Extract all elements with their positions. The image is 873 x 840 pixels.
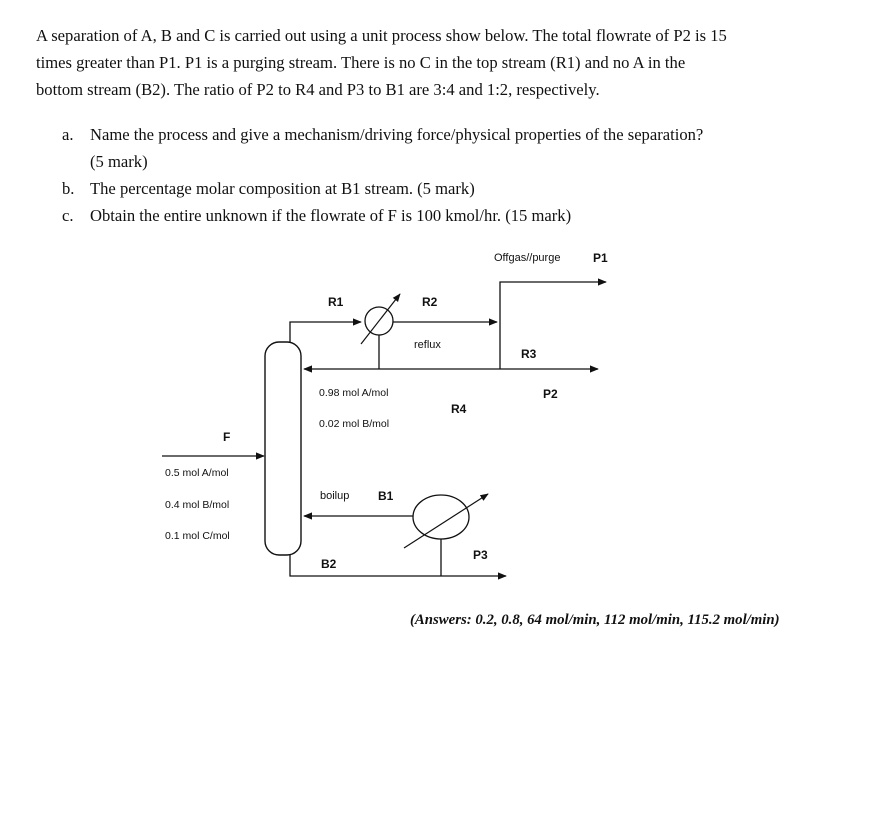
- top-composition-a: 0.98 mol A/mol: [319, 387, 389, 399]
- label-b1: B1: [378, 489, 394, 503]
- label-reflux: reflux: [414, 339, 441, 351]
- condenser-flow-line: [361, 294, 400, 344]
- question-text: Name the process and give a mechanism/driving force/physical properties of the separation? (5 mark): [90, 125, 704, 171]
- feed-composition-c: 0.1 mol C/mol: [165, 530, 230, 542]
- question-text: Obtain the entire unknown if the flowrate of F is 100 kmol/hr. (15 mark): [90, 206, 572, 225]
- label-boilup: boilup: [320, 490, 350, 502]
- label-offgas: Offgas//purge: [494, 252, 561, 264]
- feed-composition-a: 0.5 mol A/mol: [165, 467, 229, 479]
- reboiler: [413, 495, 469, 539]
- label-f: F: [223, 430, 231, 444]
- label-r4: R4: [451, 402, 467, 416]
- answers-note: (Answers: 0.2, 0.8, 64 mol/min, 112 mol/min, 115.2 mol/min): [410, 612, 780, 628]
- question-text: The percentage molar composition at B1 stream. (5 mark): [90, 179, 475, 198]
- top-composition-b: 0.02 mol B/mol: [319, 418, 390, 430]
- question-label: c.: [62, 206, 74, 225]
- distillation-column: [265, 342, 301, 555]
- label-p3: P3: [473, 548, 488, 562]
- stream-p1: [500, 282, 606, 369]
- reboiler-flow-line: [404, 494, 488, 548]
- label-r2: R2: [422, 295, 438, 309]
- label-p2: P2: [543, 387, 558, 401]
- label-r3: R3: [521, 347, 537, 361]
- feed-composition-b: 0.4 mol B/mol: [165, 499, 230, 511]
- label-r1: R1: [328, 295, 344, 309]
- stream-b2: [290, 555, 440, 576]
- problem-statement: A separation of A, B and C is carried out using a unit process show below. The total flowrate of P2 is 15 times greater than P1. P1 is a purging stream. There is no C in the top stream (R1) and no A in the bottom stream (B2). The ratio of P2 to R4 and P3 to B1 are 3:4 and 1:2, respectively.: [36, 26, 727, 99]
- overhead-vapor-line: [290, 322, 361, 342]
- question-label: b.: [62, 179, 75, 198]
- question-label: a.: [62, 125, 74, 144]
- label-p1: P1: [593, 251, 608, 265]
- label-b2: B2: [321, 557, 337, 571]
